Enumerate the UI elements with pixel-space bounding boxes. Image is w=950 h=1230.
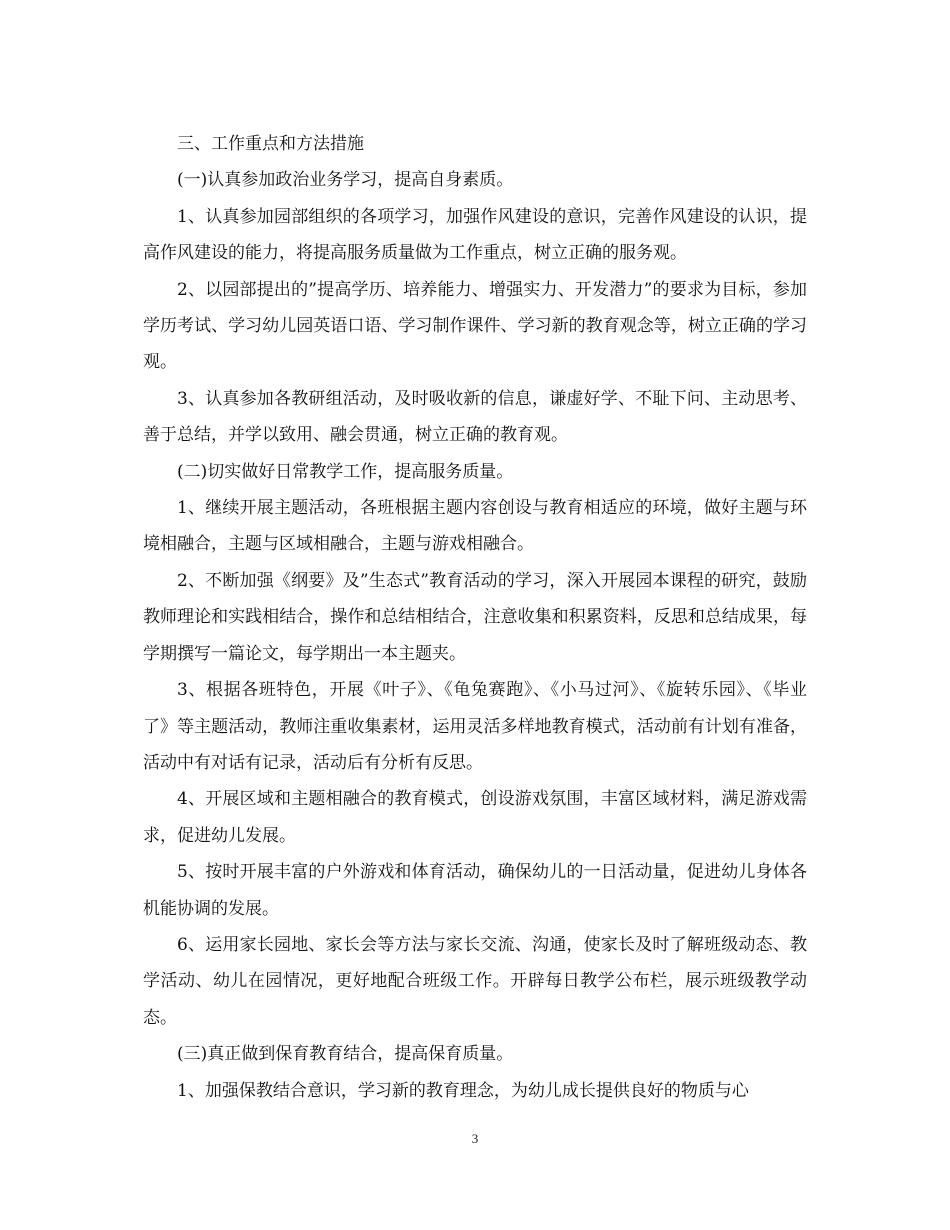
body-paragraph: 5、按时开展丰富的户外游戏和体育活动，确保幼儿的一日活动量，促进幼儿身体各机能协调的发展。: [143, 862, 807, 919]
page-number: 3: [471, 1131, 479, 1146]
body-paragraph: 1、加强保教结合意识，学习新的教育理念，为幼儿成长提供良好的物质与心: [177, 1080, 749, 1101]
body-paragraph: 1、认真参加园部组织的各项学习，加强作风建设的意识，完善作风建设的认识，提高作风建设的能力，将提高服务质量做为工作重点，树立正确的服务观。: [143, 206, 807, 264]
body-paragraph: 3、认真参加各教研组活动，及时吸收新的信息，谦虚好学、不耻下问、主动思考、善于总结，并学以致用、融会贯通，树立正确的教育观。: [143, 388, 807, 446]
body-paragraph: 4、开展区域和主题相融合的教育模式，创设游戏氛围，丰富区域材料，满足游戏需求，促进幼儿发展。: [143, 789, 807, 846]
subsection-heading-1: (一)认真参加政治业务学习，提高自身素质。: [177, 170, 514, 191]
body-paragraph: 2、以园部提出的”提高学历、培养能力、增强实力、开发潜力”的要求为目标，参加学历考试、学习幼儿园英语口语、学习制作课件、学习新的教育观念等，树立正确的学习观。: [143, 279, 807, 373]
document-body: [143, 126, 807, 1109]
body-paragraph: 6、运用家长园地、家长会等方法与家长交流、沟通，使家长及时了解班级动态、教学活动、幼儿在园情况，更好地配合班级工作。开辟每日教学公布栏，展示班级教学动态。: [143, 934, 807, 1028]
subsection-heading-2: (二)切实做好日常教学工作，提高服务质量。: [177, 461, 514, 482]
body-paragraph: 3、根据各班特色，开展《叶子》、《龟兔赛跑》、《小马过河》、《旋转乐园》、《毕业了》等主题活动，教师注重收集素材，运用灵活多样地教育模式，活动前有计划有准备，活动中有对话有记录，活动后有分析有反思。: [143, 680, 807, 773]
body-paragraph: 1、继续开展主题活动，各班根据主题内容创设与教育相适应的环境，做好主题与环境相融合，主题与区域相融合，主题与游戏相融合。: [143, 498, 807, 555]
body-paragraph: 2、不断加强《纲要》及”生态式”教育活动的学习，深入开展园本课程的研究，鼓励教师理论和实践相结合，操作和总结相结合，注意收集和积累资料，反思和总结成果，每学期撰写一篇论文，每学期出一本主题夹。: [143, 570, 807, 664]
subsection-heading-3: (三)真正做到保育教育结合，提高保育质量。: [177, 1044, 514, 1065]
section-heading: 三、工作重点和方法措施: [177, 134, 364, 154]
